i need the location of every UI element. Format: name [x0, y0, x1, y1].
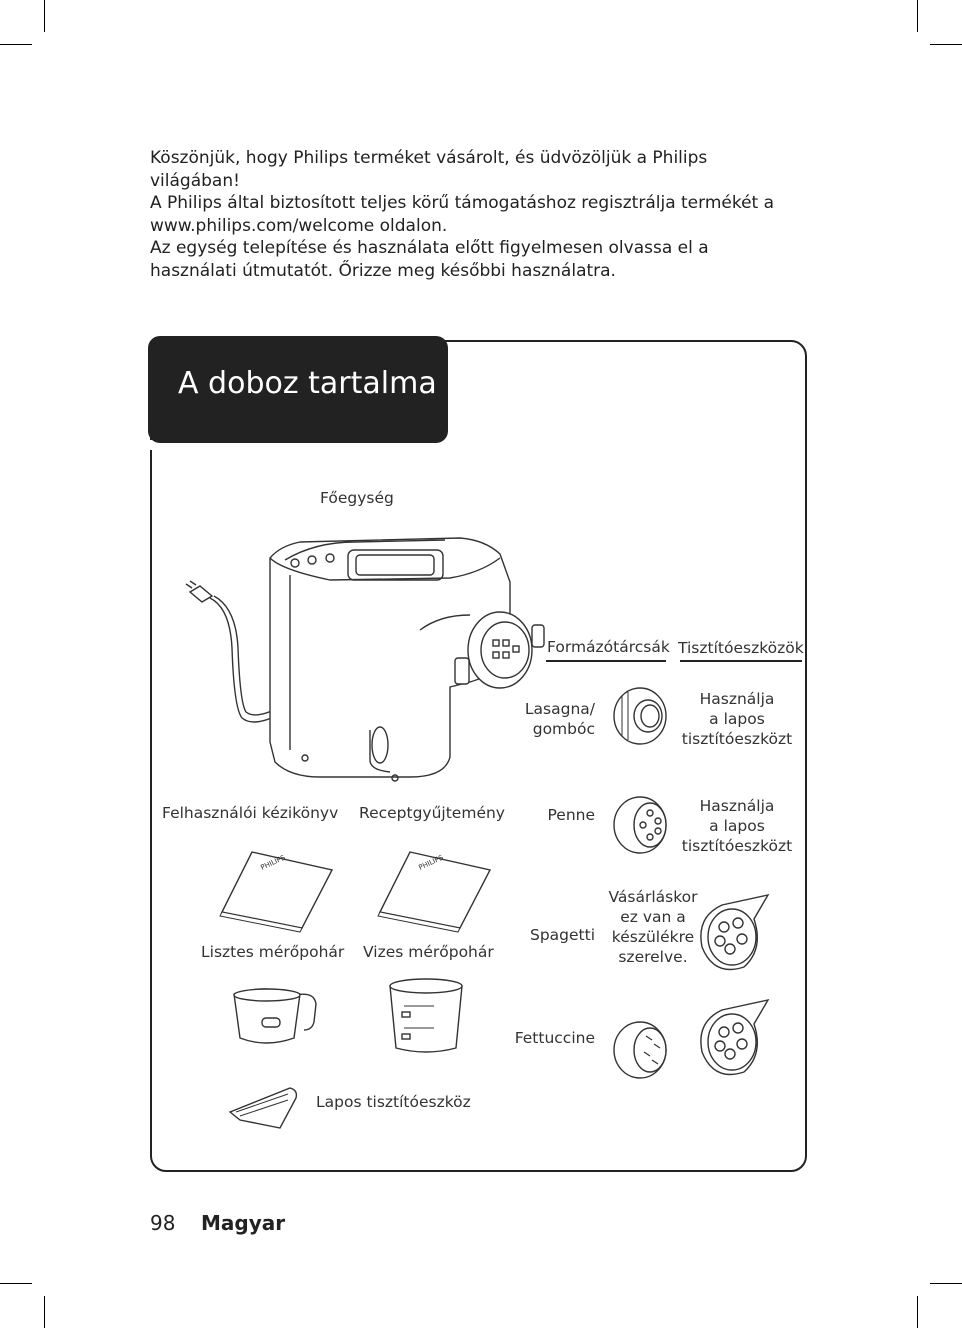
- language-label: Magyar: [201, 1211, 286, 1235]
- crop-mark: [917, 0, 918, 32]
- note-line: szerelve.: [618, 948, 688, 966]
- disc-name-penne: Penne: [547, 806, 595, 824]
- crop-mark: [917, 1296, 918, 1328]
- note-line: tisztítóeszközt: [681, 837, 793, 855]
- note-line: a lapos: [709, 817, 765, 835]
- cleaners-header-underline: [680, 660, 802, 662]
- cleaner-note-penne: [672, 796, 802, 856]
- note-line: ez van a: [620, 908, 686, 926]
- disc-name-spaghetti: Spagetti: [529, 926, 595, 944]
- note-line: tisztítóeszközt: [681, 730, 793, 748]
- pasta-maker-illustration: [170, 530, 570, 790]
- fettuccine-cleaner-illustration: [700, 998, 770, 1078]
- cleaner-note-lasagna: [672, 689, 802, 749]
- svg-text:PHILIPS: PHILIPS: [417, 853, 445, 872]
- section-title: A doboz tartalma: [178, 366, 437, 401]
- intro-line: használati útmutatót. Őrizze meg későbbi használatra.: [150, 260, 616, 281]
- crop-mark: [0, 1283, 32, 1284]
- flat-cleaner-illustration: [228, 1086, 318, 1136]
- svg-text:PHILIPS: PHILIPS: [259, 853, 287, 872]
- water-cup-illustration: [386, 976, 466, 1056]
- crop-mark: [930, 44, 962, 45]
- intro-line: www.philips.com/welcome oldalon.: [150, 215, 448, 236]
- cleaning-tools-header: Tisztítóeszközök: [678, 639, 804, 657]
- fettuccine-disc-illustration: [610, 1020, 670, 1080]
- note-line: készülékre: [611, 928, 695, 946]
- spaghetti-preinstalled-note: [598, 887, 708, 967]
- recipe-book-label: Receptgyűjtemény: [359, 804, 505, 822]
- main-unit-label: Főegység: [320, 489, 394, 507]
- penne-disc-illustration: [610, 795, 670, 855]
- flour-cup-label: Lisztes mérőpohár: [201, 943, 345, 961]
- note-line: Használja: [699, 690, 775, 708]
- flat-cleaner-label: Lapos tisztítóeszköz: [316, 1093, 471, 1111]
- crop-mark: [44, 0, 45, 32]
- crop-mark: [930, 1283, 962, 1284]
- spaghetti-disc-illustration: [700, 893, 770, 973]
- note-line: a lapos: [709, 710, 765, 728]
- note-line: Vásárláskor: [608, 888, 698, 906]
- shaping-discs-header: Formázótárcsák: [547, 638, 670, 656]
- recipe-book-illustration: [380, 852, 490, 932]
- lasagna-disc-illustration: [610, 686, 670, 746]
- user-manual-illustration: [222, 852, 332, 932]
- intro-paragraph: [150, 147, 810, 283]
- intro-line: Az egység telepítése és használata előtt figyelmesen olvassa el a: [150, 238, 709, 259]
- disc-name-fettuccine: Fettuccine: [514, 1029, 595, 1047]
- disc-name-line: Lasagna/: [524, 700, 595, 718]
- intro-line: A Philips által biztosított teljes körű támogatáshoz regisztrálja termékét a: [150, 193, 775, 214]
- intro-line: világában!: [150, 170, 240, 191]
- disc-name-line: gombóc: [532, 720, 595, 738]
- page-number: 98: [150, 1211, 176, 1235]
- intro-line: Köszönjük, hogy Philips terméket vásárolt, és üdvözöljük a Philips: [150, 148, 708, 168]
- water-cup-label: Vizes mérőpohár: [363, 943, 494, 961]
- crop-mark: [0, 44, 32, 45]
- crop-mark: [44, 1296, 45, 1328]
- note-line: Használja: [699, 797, 775, 815]
- flour-cup-illustration: [232, 986, 322, 1046]
- user-manual-label: Felhasználói kézikönyv: [162, 804, 339, 822]
